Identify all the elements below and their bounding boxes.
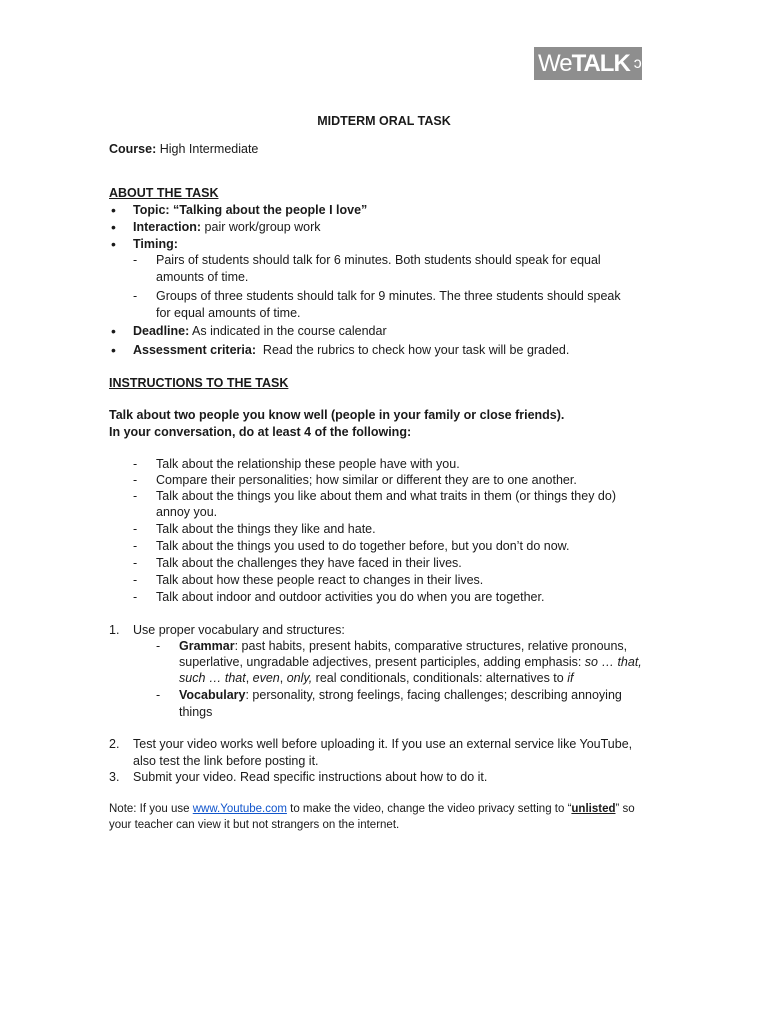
instructions-intro-2: In your conversation, do at least 4 of the following: [109,425,412,439]
dash-icon: - [133,539,138,553]
grammar-italic: only, [286,671,313,685]
topic-line: Topic: “Talking about the people I love” [133,203,368,217]
grammar-text: , [245,671,253,685]
numbered-item-2-line-1: Test your video works well before uploading it. If you use an external service like YouTube, [133,737,633,751]
dash-icon: - [156,639,161,653]
grammar-text: superlative, ungradable adjectives, present participles, adding emphasis: [179,655,585,669]
course-value: High Intermediate [156,142,259,156]
vocabulary-line-2: things [179,705,213,719]
numbered-item-2-line-2: also test the link before posting it. [133,754,319,768]
deadline-line [133,323,387,339]
dash-icon: - [133,590,138,604]
list-item: Talk about the challenges they have faced in their lives. [156,556,462,570]
dash-icon: - [133,556,138,570]
timing-item-1-line-1: Pairs of students should talk for 6 minutes. Both students should speak for equal [156,253,601,267]
dash-icon: - [156,688,161,702]
grammar-text: , [279,671,287,685]
dash-icon: - [133,253,138,267]
grammar-line-1 [179,638,627,654]
list-item: Compare their personalities; how similar or different they are to one another. [156,473,577,487]
dash-icon: - [133,289,138,303]
logo-mark-icon: ↄ [633,54,641,72]
numbered-item-1: Use proper vocabulary and structures: [133,623,345,637]
interaction-label: Interaction: [133,220,202,234]
bullet-icon: • [111,202,116,218]
interaction-value: pair work/group work [201,220,321,234]
note-text: to make the video, change the video privacy setting to “ [286,803,572,815]
assessment-line [133,342,569,358]
assessment-value: Read the rubrics to check how your task will be graded. [255,343,570,357]
bullet-icon: • [111,236,116,252]
list-item: Talk about the things you used to do together before, but you don’t do now. [156,539,570,553]
dash-icon: - [133,473,138,487]
vocabulary-label: Vocabulary [179,688,246,702]
list-item: Talk about the things they like and hate. [156,522,376,536]
grammar-label: Grammar [179,639,235,653]
logo-we-text: We [538,49,572,77]
list-item: Talk about how these people react to changes in their lives. [156,573,484,587]
grammar-line-3 [179,670,573,686]
about-heading: ABOUT THE TASK [109,186,219,200]
timing-item-2-line-2: for equal amounts of time. [156,306,301,320]
note-line-1 [109,801,635,817]
grammar-line-2 [179,654,642,670]
numbered-marker: 3. [109,770,120,784]
list-item: Talk about the relationship these people have with you. [156,457,460,471]
dash-icon: - [133,489,138,503]
bullet-icon: • [111,323,116,339]
dash-icon: - [133,457,138,471]
course-label: Course: [109,142,157,156]
note-text: Note: If you use [109,803,193,815]
grammar-text: : past habits, present habits, comparative structures, relative pronouns, [234,639,628,653]
list-item: Talk about the things you like about them and what traits in them (or things they do) [156,489,616,503]
numbered-marker: 2. [109,737,120,751]
vocabulary-text: : personality, strong feelings, facing challenges; describing annoying [245,688,622,702]
deadline-label: Deadline: [133,324,190,338]
bullet-icon: • [111,219,116,235]
list-item-continuation: annoy you. [156,505,218,519]
grammar-italic: even [252,671,280,685]
dash-icon: - [133,522,138,536]
note-unlisted: unlisted [571,803,616,815]
grammar-italic: if [567,671,574,685]
list-item: Talk about indoor and outdoor activities you do when you are together. [156,590,545,604]
grammar-italic: such … that [179,671,246,685]
numbered-item-3: Submit your video. Read specific instructions about how to do it. [133,770,488,784]
instructions-heading: INSTRUCTIONS TO THE TASK [109,376,289,390]
instructions-intro-1: Talk about two people you know well (people in your family or close friends). [109,408,565,422]
youtube-link[interactable]: www.Youtube.com [192,803,287,815]
timing-item-2-line-1: Groups of three students should talk for 9 minutes. The three students should speak [156,289,621,303]
deadline-value: As indicated in the course calendar [189,324,387,338]
wetalk-logo [534,47,642,80]
grammar-italic: so … that, [584,655,642,669]
dash-icon: - [133,573,138,587]
note-text: ” so [615,803,635,815]
grammar-text: real conditionals, conditionals: alternatives to [312,671,568,685]
course-line [109,141,258,157]
vocabulary-line-1 [179,687,622,703]
timing-label: Timing: [133,237,178,251]
assessment-label: Assessment criteria: [133,343,256,357]
logo-talk-text: TALK [571,49,630,77]
bullet-icon: • [111,342,116,358]
document-title: MIDTERM ORAL TASK [317,114,451,128]
note-line-2: your teacher can view it but not strangers on the internet. [109,819,400,831]
timing-item-1-line-2: amounts of time. [156,270,249,284]
numbered-marker: 1. [109,623,120,637]
interaction-line [133,219,321,235]
